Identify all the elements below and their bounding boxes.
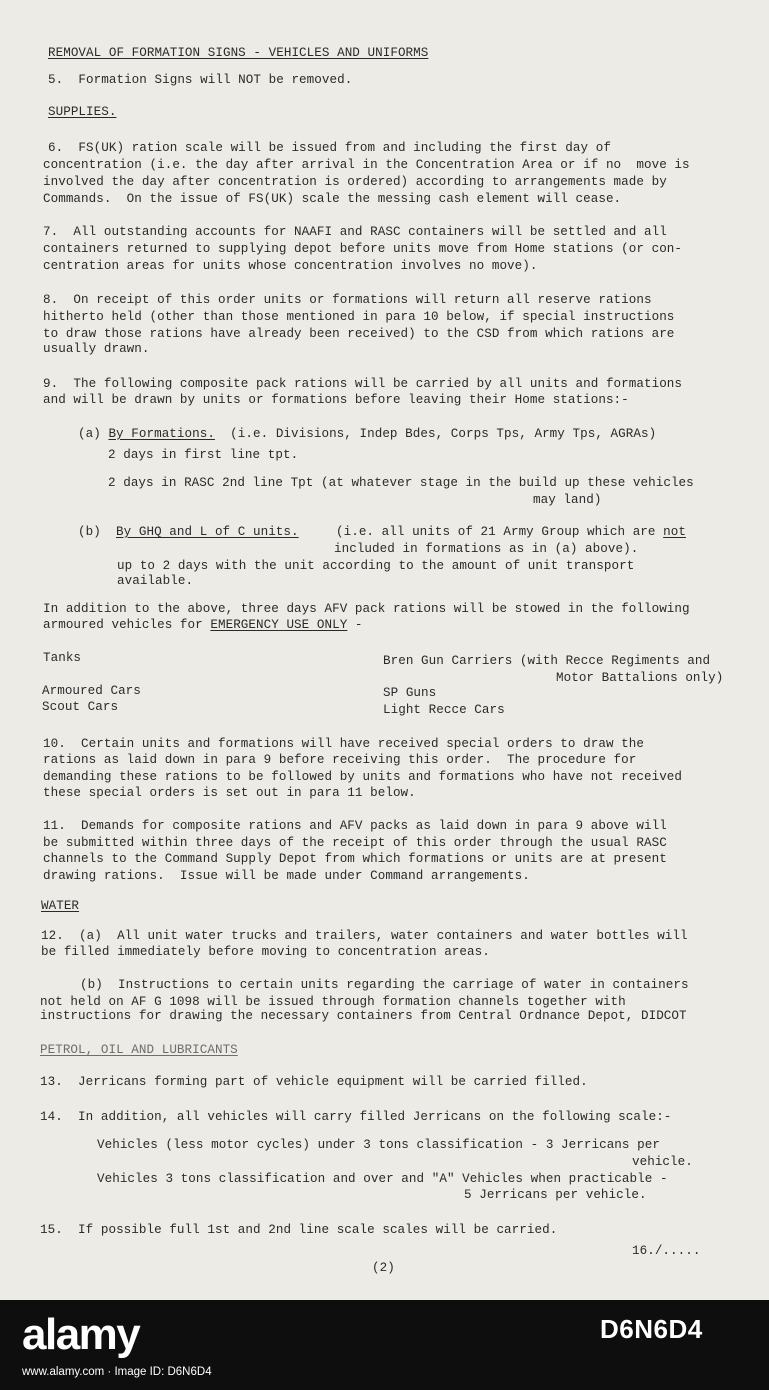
stock-caption-id: · Image ID: D6N6D4 [104, 1366, 212, 1378]
paragraph-6-line-1: 6. FS(UK) ration scale will be issued from and including the first day of [48, 141, 611, 155]
paragraph-8-line-4: usually drawn. [43, 342, 150, 356]
heading-removal-of-formation-signs: REMOVAL OF FORMATION SIGNS - VEHICLES AND UNIFORMS [48, 46, 429, 60]
para-9b-item [78, 524, 299, 541]
page-number: (2) [372, 1261, 395, 1275]
heading-petrol-oil-lubricants: PETROL, OIL AND LUBRICANTS [40, 1043, 238, 1057]
afv-intro-dash: - [347, 618, 363, 632]
vehicle-light-recce-cars: Light Recce Cars [383, 703, 505, 717]
paragraph-10-line-1: 10. Certain units and formations will have received special orders to draw the [43, 737, 644, 751]
para-9b-marker: (b) [78, 525, 101, 539]
paragraph-8-line-3: to draw those rations have already been received) to the CSD from which rations are [43, 327, 675, 341]
stock-watermark-banner [0, 1300, 769, 1390]
alamy-logo: alamy [22, 1310, 140, 1359]
vehicle-scout-cars: Scout Cars [42, 700, 119, 714]
para-9b-detail [336, 524, 686, 541]
paragraph-7-line-1: 7. All outstanding accounts for NAAFI and RASC containers will be settled and all [43, 225, 667, 239]
vehicle-armoured-cars: Armoured Cars [42, 684, 141, 698]
paragraph-14-scale-1-cont: vehicle. [632, 1155, 693, 1169]
stock-caption-site: www.alamy.com [22, 1366, 105, 1378]
para-9b-line-2: available. [117, 574, 194, 588]
paragraph-11-line-2: be submitted within three days of the receipt of this order through the usual RASC [43, 836, 667, 850]
para-9a-title: By Formations. [108, 427, 215, 441]
vehicle-tanks: Tanks [43, 651, 82, 665]
paragraph-12a-line-1: 12. (a) All unit water trucks and trailers, water containers and water bottles will [41, 929, 688, 943]
paragraph-9-line-2: and will be drawn by units or formations before leaving their Home stations:- [43, 393, 629, 407]
image-id: D6N6D4 [600, 1314, 703, 1344]
vehicle-bren-gun-carriers-note: Motor Battalions only) [556, 671, 724, 685]
para-9a-line-3: may land) [533, 493, 602, 507]
heading-water: WATER [41, 899, 80, 913]
afv-intro-line-1: In addition to the above, three days AFV pack rations will be stowed in the following [43, 602, 690, 616]
para-9b-detail-2: included in formations as in (a) above). [334, 542, 639, 556]
para-9a-marker: (a) [78, 427, 101, 441]
para-9b-not: not [663, 525, 686, 539]
paragraph-9-line-1: 9. The following composite pack rations will be carried by all units and formations [43, 377, 683, 391]
paragraph-12b-line-1: (b) Instructions to certain units regarding the carriage of water in containers [80, 978, 689, 992]
stock-caption [22, 1366, 212, 1378]
paragraph-12b-line-2: not held on AF G 1098 will be issued through formation channels together with [40, 995, 626, 1009]
vehicle-sp-guns: SP Guns [383, 686, 437, 700]
paragraph-11-line-3: channels to the Command Supply Depot from which formations or units are at present [43, 852, 667, 866]
paragraph-13: 13. Jerricans forming part of vehicle equipment will be carried filled. [40, 1075, 588, 1089]
para-9a-line-2: 2 days in RASC 2nd line Tpt (at whatever stage in the build up these vehicles [108, 476, 694, 490]
paragraph-8-line-1: 8. On receipt of this order units or formations will return all reserve rations [43, 293, 652, 307]
afv-intro-line-2 [43, 617, 363, 634]
paragraph-5: 5. Formation Signs will NOT be removed. [48, 73, 353, 87]
afv-intro-text: armoured vehicles for [43, 618, 211, 632]
paragraph-14-scale-2-cont: 5 Jerricans per vehicle. [464, 1188, 647, 1202]
para-9a-line-1: 2 days in first line tpt. [108, 448, 299, 462]
paragraph-14-scale-2: Vehicles 3 tons classification and over and "A" Vehicles when practicable - [97, 1172, 668, 1186]
paragraph-10-line-4: these special orders is set out in para 11 below. [43, 786, 416, 800]
paragraph-7-line-3: centration areas for units whose concentration involves no move). [43, 259, 538, 273]
paragraph-11-line-4: drawing rations. Issue will be made under Command arrangements. [43, 869, 530, 883]
paragraph-7-line-2: containers returned to supplying depot before units move from Home stations (or con- [43, 242, 683, 256]
paragraph-14-scale-1: Vehicles (less motor cycles) under 3 tons classification - 3 Jerricans per [97, 1138, 660, 1152]
para-9b-title: By GHQ and L of C units. [116, 525, 299, 539]
paragraph-6-line-2: concentration (i.e. the day after arrival in the Concentration Area or if no move is [43, 158, 690, 172]
paragraph-10-line-3: demanding these rations to be followed by units and formations who have not received [43, 770, 683, 784]
continuation-marker: 16./..... [632, 1244, 701, 1258]
paragraph-12b-line-3: instructions for drawing the necessary containers from Central Ordnance Depot, DIDCOT [40, 1009, 687, 1023]
paragraph-6-line-4: Commands. On the issue of FS(UK) scale the messing cash element will cease. [43, 192, 622, 206]
paragraph-6-line-3: involved the day after concentration is ordered) according to arrangements made by [43, 175, 667, 189]
para-9b-line-1: up to 2 days with the unit according to the amount of unit transport [117, 559, 635, 573]
paragraph-11-line-1: 11. Demands for composite rations and AFV packs as laid down in para 9 above will [43, 819, 667, 833]
paragraph-14: 14. In addition, all vehicles will carry filled Jerricans on the following scale:- [40, 1110, 672, 1124]
paragraph-15: 15. If possible full 1st and 2nd line scale scales will be carried. [40, 1223, 558, 1237]
heading-supplies: SUPPLIES. [48, 105, 117, 119]
para-9a-detail: (i.e. Divisions, Indep Bdes, Corps Tps, Army Tps, AGRAs) [230, 427, 657, 441]
paragraph-10-line-2: rations as laid down in para 9 before receiving this order. The procedure for [43, 753, 637, 767]
paragraph-8-line-2: hitherto held (other than those mentioned in para 10 below, if special instructions [43, 310, 675, 324]
para-9b-detail-text: (i.e. all units of 21 Army Group which are [336, 525, 664, 539]
afv-emergency-use-only: EMERGENCY USE ONLY [210, 618, 348, 632]
para-9a-item [78, 426, 656, 443]
paragraph-12a-line-2: be filled immediately before moving to concentration areas. [41, 945, 490, 959]
vehicle-bren-gun-carriers: Bren Gun Carriers (with Recce Regiments and [383, 654, 711, 668]
